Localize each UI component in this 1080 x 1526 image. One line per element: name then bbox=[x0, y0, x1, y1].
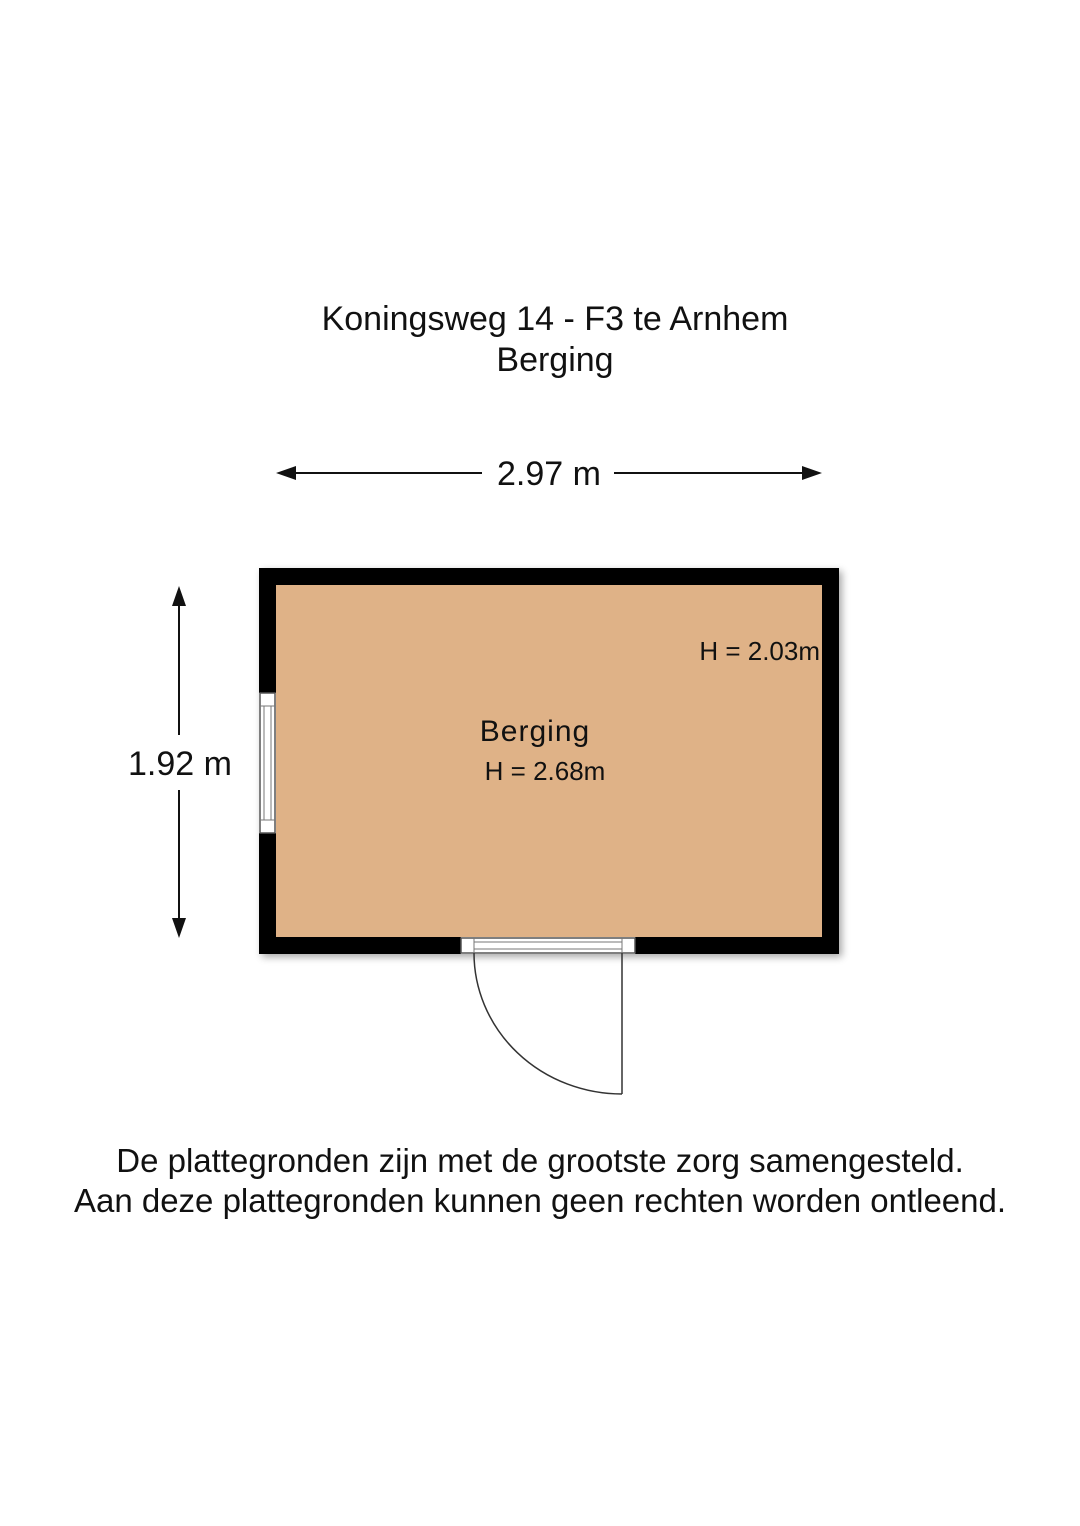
width-label: 2.97 m bbox=[497, 455, 601, 493]
window-left bbox=[259, 693, 276, 833]
width-dimension bbox=[276, 455, 822, 493]
plan-title-address: Koningsweg 14 - F3 te Arnhem bbox=[321, 300, 789, 338]
arrow-down-icon bbox=[172, 918, 186, 938]
plan-title-floor: Berging bbox=[496, 341, 614, 379]
arrow-left-icon bbox=[276, 466, 296, 480]
room-name-label: Berging bbox=[479, 715, 591, 748]
arrow-up-icon bbox=[172, 586, 186, 606]
disclaimer-line-1: De plattegronden zijn met de grootste zorg samengesteld. bbox=[116, 1142, 964, 1179]
corner-height-label: H = 2.03m bbox=[699, 636, 820, 666]
door-bottom bbox=[461, 937, 635, 1094]
arrow-right-icon bbox=[802, 466, 822, 480]
disclaimer-line-2: Aan deze plattegronden kunnen geen rechten worden ontleend. bbox=[73, 1182, 1007, 1219]
door-swing-arc bbox=[474, 953, 622, 1094]
depth-dimension bbox=[128, 586, 232, 938]
depth-label: 1.92 m bbox=[128, 745, 232, 783]
room-height-label: H = 2.68m bbox=[484, 756, 606, 786]
